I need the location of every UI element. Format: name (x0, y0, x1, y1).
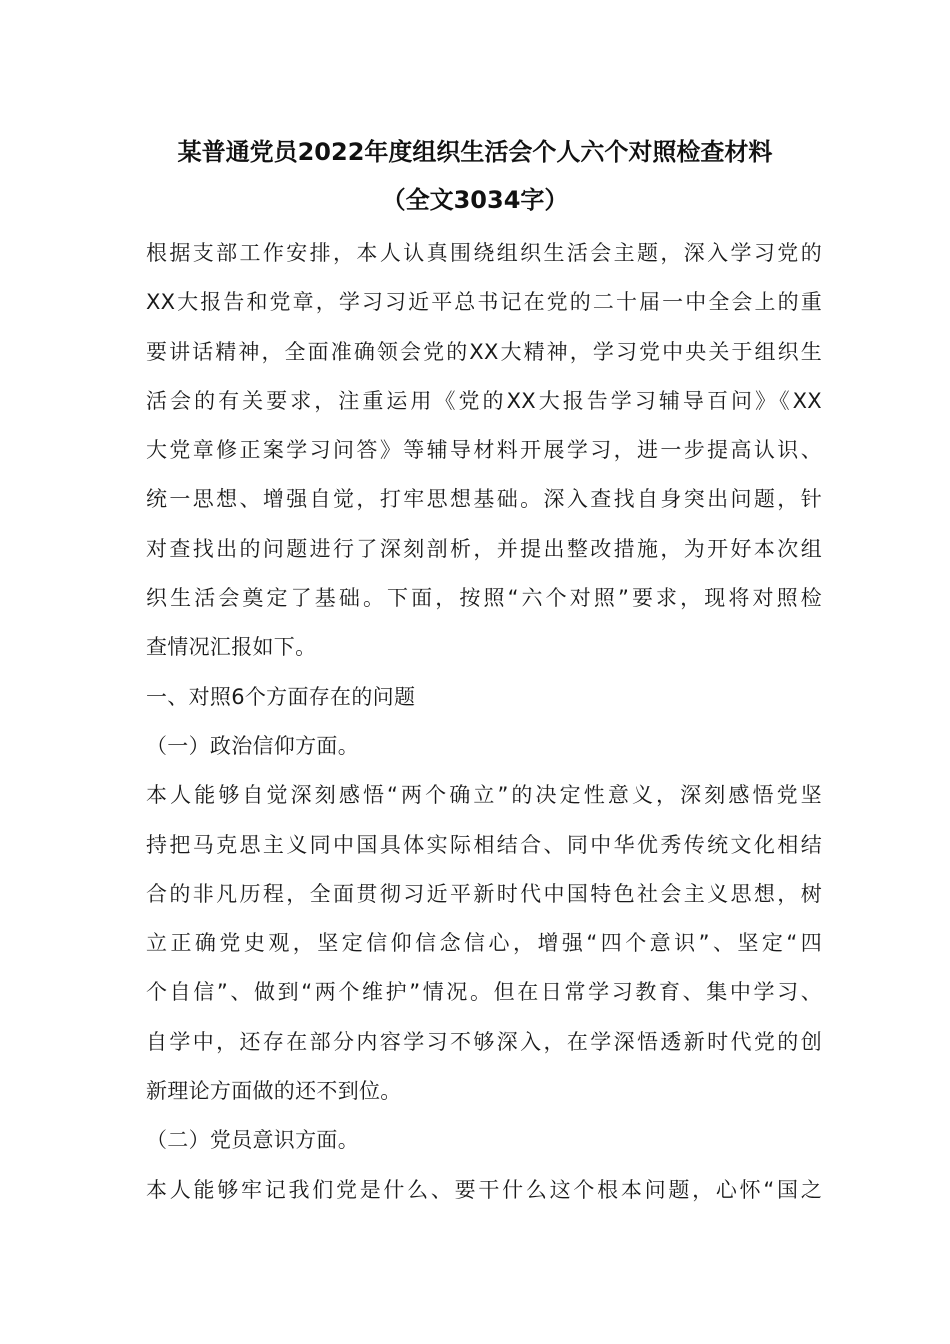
text-line: 新理论方面做的还不到位。 (146, 1079, 402, 1104)
text-line: 统一思想、增强自觉，打牢思想基础。深入查找自身突出问题，针 (146, 487, 822, 512)
text-line: 个自信”、做到“两个维护”情况。但在日常学习教育、集中学习、 (146, 980, 822, 1005)
text-line: XX大报告和党章，学习习近平总书记在党的二十届一中全会上的重 (146, 290, 822, 315)
text-line: 自学中，还存在部分内容学习不够深入，在学深悟透新时代党的创 (146, 1029, 822, 1054)
text-line: 本人能够自觉深刻感悟“两个确立”的决定性意义，深刻感悟党坚 (146, 783, 822, 808)
text-line: 立正确党史观，坚定信仰信念信心，增强“四个意识”、坚定“四 (146, 931, 822, 956)
text-line: 要讲话精神，全面准确领会党的XX大精神，学习党中央关于组织生 (146, 339, 822, 364)
text-line: （一）政治信仰方面。 (146, 733, 359, 758)
text-line: 根据支部工作安排，本人认真围绕组织生活会主题，深入学习党的 (146, 241, 822, 265)
document-body (146, 229, 822, 1215)
text-line: 持把马克思主义同中国具体实际相结合、同中华优秀传统文化相结 (146, 832, 822, 857)
text-line: 本人能够牢记我们党是什么、要干什么这个根本问题，心怀“国之 (146, 1177, 822, 1202)
text-line: 大党章修正案学习问答》等辅导材料开展学习，进一步提高认识、 (146, 438, 822, 463)
text-line: 活会的有关要求，注重运用《党的XX大报告学习辅导百问》《XX (146, 388, 822, 413)
text-line: 对查找出的问题进行了深刻剖析，并提出整改措施，为开好本次组 (146, 536, 822, 561)
document-title: 某普通党员2022年度组织生活会个人六个对照检查材料 (177, 138, 773, 166)
text-line: 合的非凡历程，全面贯彻习近平新时代中国特色社会主义思想，树 (146, 881, 822, 906)
text-line: （二）党员意识方面。 (146, 1128, 359, 1153)
text-line: 查情况汇报如下。 (146, 635, 317, 660)
document-subtitle-word-count: （全文3034字） (381, 186, 569, 214)
text-line: 织生活会奠定了基础。下面，按照“六个对照”要求，现将对照检 (146, 586, 822, 611)
text-line: 一、对照6个方面存在的问题 (146, 684, 416, 709)
